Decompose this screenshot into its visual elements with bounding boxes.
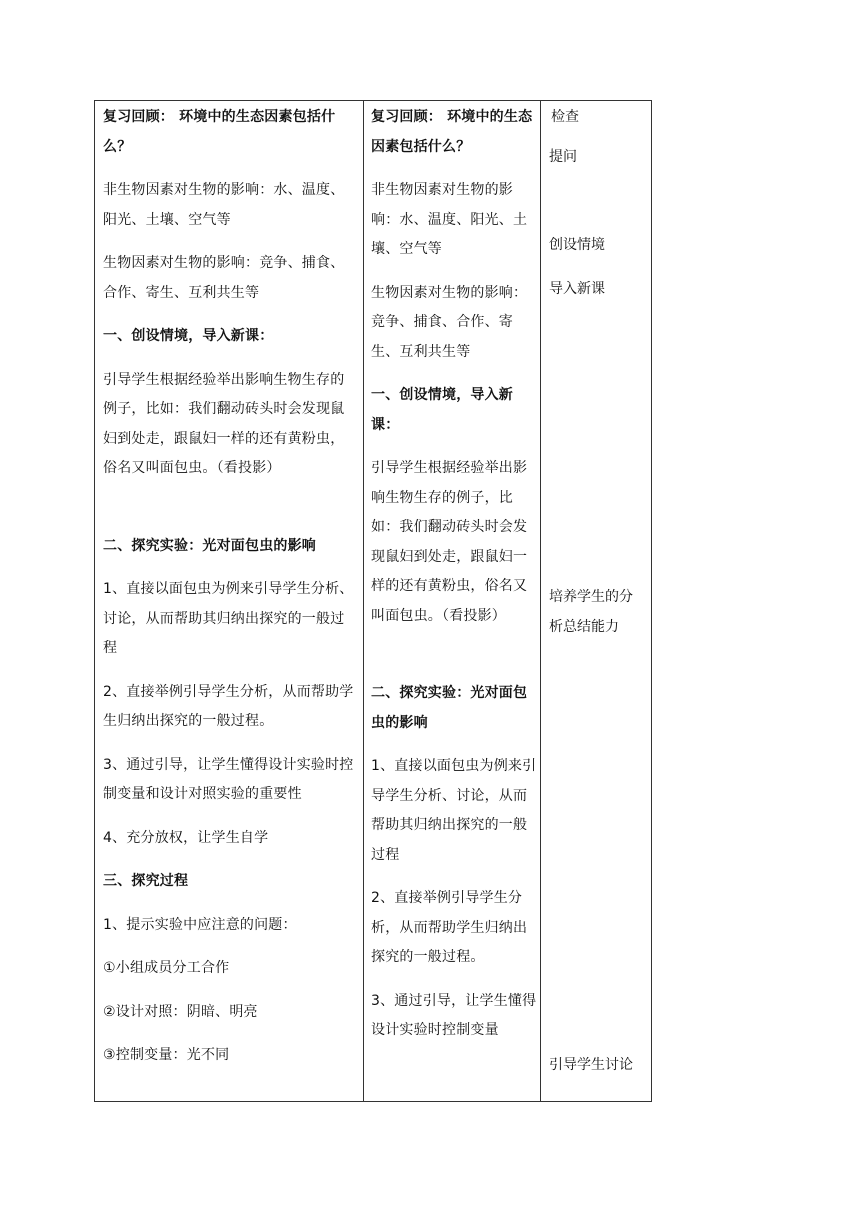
intent-discussion: 引导学生讨论 [549, 1057, 633, 1073]
intro-paragraph: 引导学生根据经验举出影响生物生存的例子，比如：我们翻动砖头时会发现鼠妇到处走，跟鼠妇一样的还有黄粉虫，俗名又叫面包虫。（看投影） [371, 460, 528, 624]
design-intent-column [549, 101, 649, 1101]
intent-scenario: 创设情境 [549, 237, 605, 253]
step-1-text: 1、直接以面包虫为例来引导学生分析、讨论，从而帮助其归纳出探究的一般过程 [371, 758, 537, 863]
note-item-3: ③控制变量：光不同 [103, 1047, 230, 1063]
step-3-text: 3、通过引导，让学生懂得设计实验时控制变量和设计对照实验的重要性 [103, 756, 354, 802]
student-activity-column [371, 101, 539, 1101]
section-3-heading: 三、探究过程 [103, 873, 189, 889]
abiotic-factors-text: 非生物因素对生物的影响：水、温度、阳光、土壤、空气等 [371, 182, 528, 257]
lesson-plan-table [94, 100, 652, 1102]
intent-new-lesson: 导入新课 [549, 281, 605, 297]
biotic-factors-text: 生物因素对生物的影响：竞争、捕食、合作、寄生、互利共生等 [103, 255, 345, 301]
section-2-heading: 二、探究实验：光对面包虫的影响 [103, 537, 316, 554]
step-2-text: 2、直接举例引导学生分析，从而帮助学生归纳出探究的一般过程。 [103, 683, 354, 729]
intent-question: 提问 [549, 149, 577, 165]
section-2-heading: 二、探究实验：光对面包虫的影响 [371, 685, 528, 731]
intent-analysis-skill: 培养学生的分析总结能力 [549, 589, 633, 635]
step-3-text: 3、通过引导，让学生懂得设计实验时控制变量 [371, 992, 537, 1038]
step-4-text: 4、充分放权，让学生自学 [103, 829, 269, 846]
section-1-heading: 一、创设情境，导入新课： [371, 387, 513, 433]
review-heading: 复习回顾： 环境中的生态因素包括什么？ [371, 109, 533, 155]
column-divider [363, 101, 364, 1101]
abiotic-factors-text: 非生物因素对生物的影响：水、温度、阳光、土壤、空气等 [103, 182, 345, 228]
note-item-2: ②设计对照：阴暗、明亮 [103, 1003, 258, 1020]
review-heading: 复习回顾： 环境中的生态因素包括什么？ [103, 109, 336, 155]
notes-intro-text: 1、提示实验中应注意的问题： [103, 916, 297, 933]
note-item-1: ①小组成员分工合作 [103, 960, 230, 976]
intro-paragraph: 引导学生根据经验举出影响生物生存的例子，比如：我们翻动砖头时会发现鼠妇到处走，跟鼠妇一样的还有黄粉虫，俗名又叫面包虫。（看投影） [103, 371, 345, 476]
step-2-text: 2、直接举例引导学生分析，从而帮助学生归纳出探究的一般过程。 [371, 890, 528, 965]
column-divider [540, 101, 541, 1101]
step-1-text: 1、直接以面包虫为例来引导学生分析、讨论，从而帮助其归纳出探究的一般过程 [103, 581, 354, 656]
section-1-heading: 一、创设情境，导入新课： [103, 328, 274, 344]
biotic-factors-text: 生物因素对生物的影响：竞争、捕食、合作、寄生、互利共生等 [371, 284, 528, 360]
intent-check: 检查 [551, 109, 579, 125]
teaching-content-column [103, 101, 357, 1101]
